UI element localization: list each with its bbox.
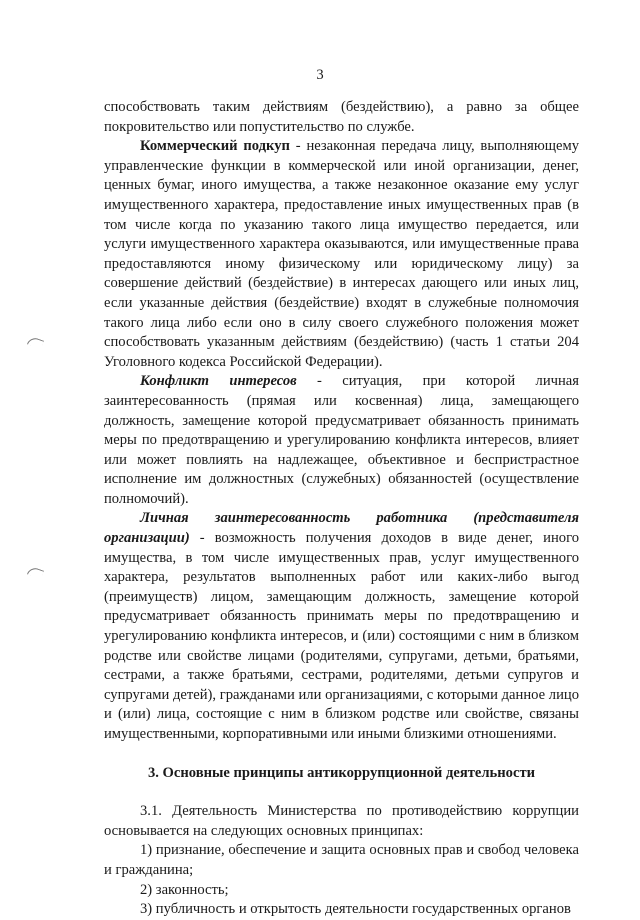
list-item: 1) признание, обеспечение и защита основных прав и свобод человека и гражданина;: [104, 842, 579, 878]
document-body: [104, 98, 579, 920]
definition-personal-interest: [104, 509, 579, 744]
section-intro: 3.1. Деятельность Министерства по противодействию коррупции основывается на следующих основных принципах:: [104, 803, 579, 839]
definition-text: - ситуация, при которой личная заинтересованность (прямая или косвенная) лица, замещающего должность, замещение которой предусматривает обязанность принимать меры по предотвращению и урегулированию конфликта интересов, влияет или может повлиять на надлежащее, объективное и беспристрастное исполнение им должностных (служебных) обязанностей (осуществление полномочий).: [104, 373, 579, 507]
definition-conflict-of-interest: [104, 372, 579, 509]
definition-text: - возможность получения доходов в виде денег, иного имущества, в том числе имущественных прав, услуг имущественного характера, результатов выполненных работ или каких-либо выгод (преимуществ) лицом, замещающим должность, замещение которой предусматривает обязанность принимать меры по предотвращению и урегулированию конфликта интересов, и (или) состоящими с ним в близком родстве или свойстве лицами (родителями, супругами, детьми, братьями, сестрами, а также братьями, сестрами, родителями, детьми супругов и супругами детей), гражданами или организациями, с которыми данное лицо и (или) лица, состоящие с ним в близком родстве или свойстве, связаны имущественными, корпоративными или иными близкими отношениями.: [104, 530, 579, 742]
definition-text: - незаконная передача лицу, выполняющему управленческие функции в коммерческой или иной организации, денег, ценных бумаг, иного имущества, а также незаконное оказание ему услуг имущественного характера, предоставление иных имущественных прав (в том числе когда по указанию такого лица имущество передается, или услуги имущественного характера оказываются, или имущественные права предоставляются иному физическому или юридическому лицу) за совершение действий (бездействие) в интересах дающего или иных лиц, если указанные действия (бездействие) входят в служебные полномочия такого лица либо если оно в силу своего служебного положения может способствовать указанным действиям (бездействию) (часть 1 статьи 204 Уголовного кодекса Российской Федерации).: [104, 138, 579, 370]
list-item: 3) публичность и открытость деятельности государственных органов: [140, 901, 571, 918]
paragraph-continuation: способствовать таким действиям (бездействию), а равно за общее покровительство или попустительство по службе.: [104, 99, 579, 135]
definition-commercial-bribery: [104, 137, 579, 372]
term-commercial-bribery: Коммерческий подкуп: [140, 138, 290, 155]
page-number: 3: [316, 67, 324, 83]
scan-mark: [27, 336, 44, 350]
list-item: 2) законность;: [140, 881, 229, 898]
term-personal-interest: Личная заинтересованность работника (представителя организации): [104, 510, 579, 547]
term-conflict-of-interest: Конфликт интересов: [140, 373, 297, 390]
section-heading: 3. Основные принципы антикоррупционной деятельности: [147, 764, 536, 781]
scan-mark: [27, 566, 44, 580]
